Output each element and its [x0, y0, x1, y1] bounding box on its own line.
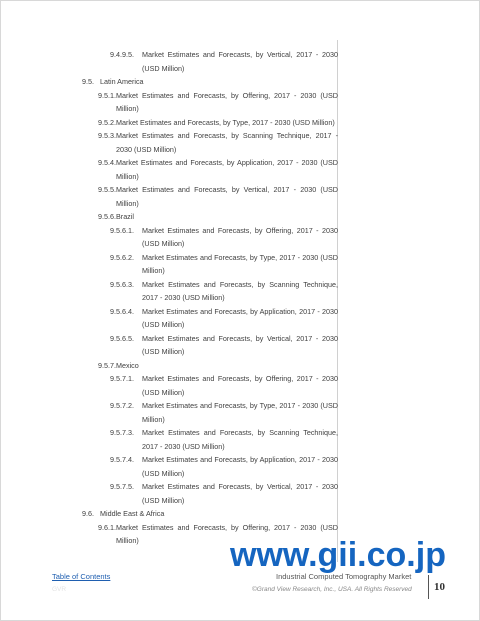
toc-entry-text: Market Estimates and Forecasts, by Scanning Technique, 2017 - 2030 (USD Million) [116, 131, 338, 154]
toc-entry-number: 9.4.9.5. [110, 50, 134, 59]
page-number: 10 [434, 581, 445, 593]
toc-entry-number: 9.5.6.3. [110, 279, 134, 289]
toc-entry-number: 9.5.7.2. [110, 401, 134, 410]
toc-entry-number: 9.5.7.5. [110, 482, 134, 491]
toc-entry [52, 183, 338, 210]
toc-entry [52, 305, 338, 332]
toc-entry-text: Market Estimates and Forecasts, by Vertical, 2017 - 2030 (USD Million) [116, 185, 338, 208]
toc-entry [52, 332, 338, 359]
toc-entry [52, 399, 338, 426]
toc-entry-text: Mexico [116, 360, 139, 370]
toc-entry [52, 116, 338, 130]
toc-entry-number: 9.5. [82, 77, 94, 86]
toc-entry [52, 224, 338, 251]
toc-entry-text: Market Estimates and Forecasts, by Offering, 2017 - 2030 (USD Million) [142, 225, 338, 248]
toc-entry-text: Market Estimates and Forecasts, by Vertical, 2017 - 2030 (USD Million) [142, 333, 338, 356]
watermark: www.gii.co.jp [230, 536, 446, 574]
footer-faint-text: GVR [52, 586, 67, 593]
toc-entry-text: Market Estimates and Forecasts, by Type, 2017 - 2030 (USD Million) [142, 401, 338, 424]
toc-entry-text: Market Estimates and Forecasts, by Application, 2017 - 2030 (USD Million) [142, 455, 338, 478]
toc-entry [52, 251, 338, 278]
toc-entry [52, 89, 338, 116]
toc-entry-number: 9.5.4. [98, 158, 116, 167]
toc-entry [52, 278, 338, 305]
table-of-contents-link[interactable]: Table of Contents [52, 572, 111, 581]
copyright: ©Grand View Research, Inc., USA. All Rights Reserved [252, 586, 412, 593]
toc-entry-text: Market Estimates and Forecasts, by Application, 2017 - 2030 (USD Million) [142, 306, 338, 329]
toc-entry-text: Market Estimates and Forecasts, by Scanning Technique, 2017 - 2030 (USD Million) [142, 428, 338, 451]
toc-entry-text: Market Estimates and Forecasts, by Type, 2017 - 2030 (USD Million) [116, 117, 335, 127]
table-of-contents [52, 48, 338, 548]
toc-entry-text: Market Estimates and Forecasts, by Type, 2017 - 2030 (USD Million) [142, 252, 338, 275]
toc-entry [52, 480, 338, 507]
toc-entry-text: Market Estimates and Forecasts, by Scanning Technique, 2017 - 2030 (USD Million) [142, 279, 338, 302]
toc-entry-number: 9.5.7.3. [110, 428, 134, 437]
toc-entry-text: Middle East & Africa [100, 509, 165, 518]
toc-entry-number: 9.5.6.5. [110, 333, 134, 343]
toc-entry-number: 9.5.6.2. [110, 252, 134, 262]
toc-entry-number: 9.5.6.4. [110, 306, 134, 316]
toc-entry-number: 9.5.6. [98, 212, 116, 221]
toc-entry [52, 372, 338, 399]
toc-entry [52, 75, 338, 89]
toc-entry [52, 426, 338, 453]
toc-entry-text: Market Estimates and Forecasts, by Application, 2017 - 2030 (USD Million) [116, 158, 338, 181]
toc-entry [52, 48, 338, 75]
toc-entry-number: 9.6. [82, 509, 94, 518]
toc-entry-number: 9.5.6.1. [110, 225, 134, 235]
toc-entry-text: Market Estimates and Forecasts, by Vertical, 2017 - 2030 (USD Million) [142, 482, 338, 505]
toc-entry-number: 9.5.7. [98, 360, 116, 370]
toc-entry-text: Brazil [116, 212, 134, 221]
toc-entry-number: 9.5.1. [98, 90, 116, 100]
toc-entry-number: 9.5.7.1. [110, 374, 134, 383]
toc-entry [52, 129, 338, 156]
toc-entry [52, 359, 338, 373]
toc-entry [52, 453, 338, 480]
toc-entry-text: Market Estimates and Forecasts, by Offering, 2017 - 2030 (USD Million) [142, 374, 338, 397]
toc-entry [52, 507, 338, 521]
toc-entry-text: Market Estimates and Forecasts, by Offering, 2017 - 2030 (USD Million) [116, 522, 338, 545]
toc-entry-number: 9.5.5. [98, 185, 116, 194]
toc-entry-text: Latin America [100, 77, 144, 86]
toc-entry-number: 9.6.1. [98, 522, 116, 532]
toc-entry-number: 9.5.2. [98, 117, 116, 127]
report-title: Industrial Computed Tomography Market [276, 572, 412, 581]
toc-entry-number: 9.5.3. [98, 131, 116, 140]
toc-entry [52, 156, 338, 183]
toc-entry-text: Market Estimates and Forecasts, by Offering, 2017 - 2030 (USD Million) [116, 90, 338, 113]
toc-entry-text: Market Estimates and Forecasts, by Vertical, 2017 - 2030 (USD Million) [142, 50, 338, 73]
footer-divider [428, 575, 429, 599]
toc-entry [52, 210, 338, 224]
toc-entry-number: 9.5.7.4. [110, 455, 134, 464]
